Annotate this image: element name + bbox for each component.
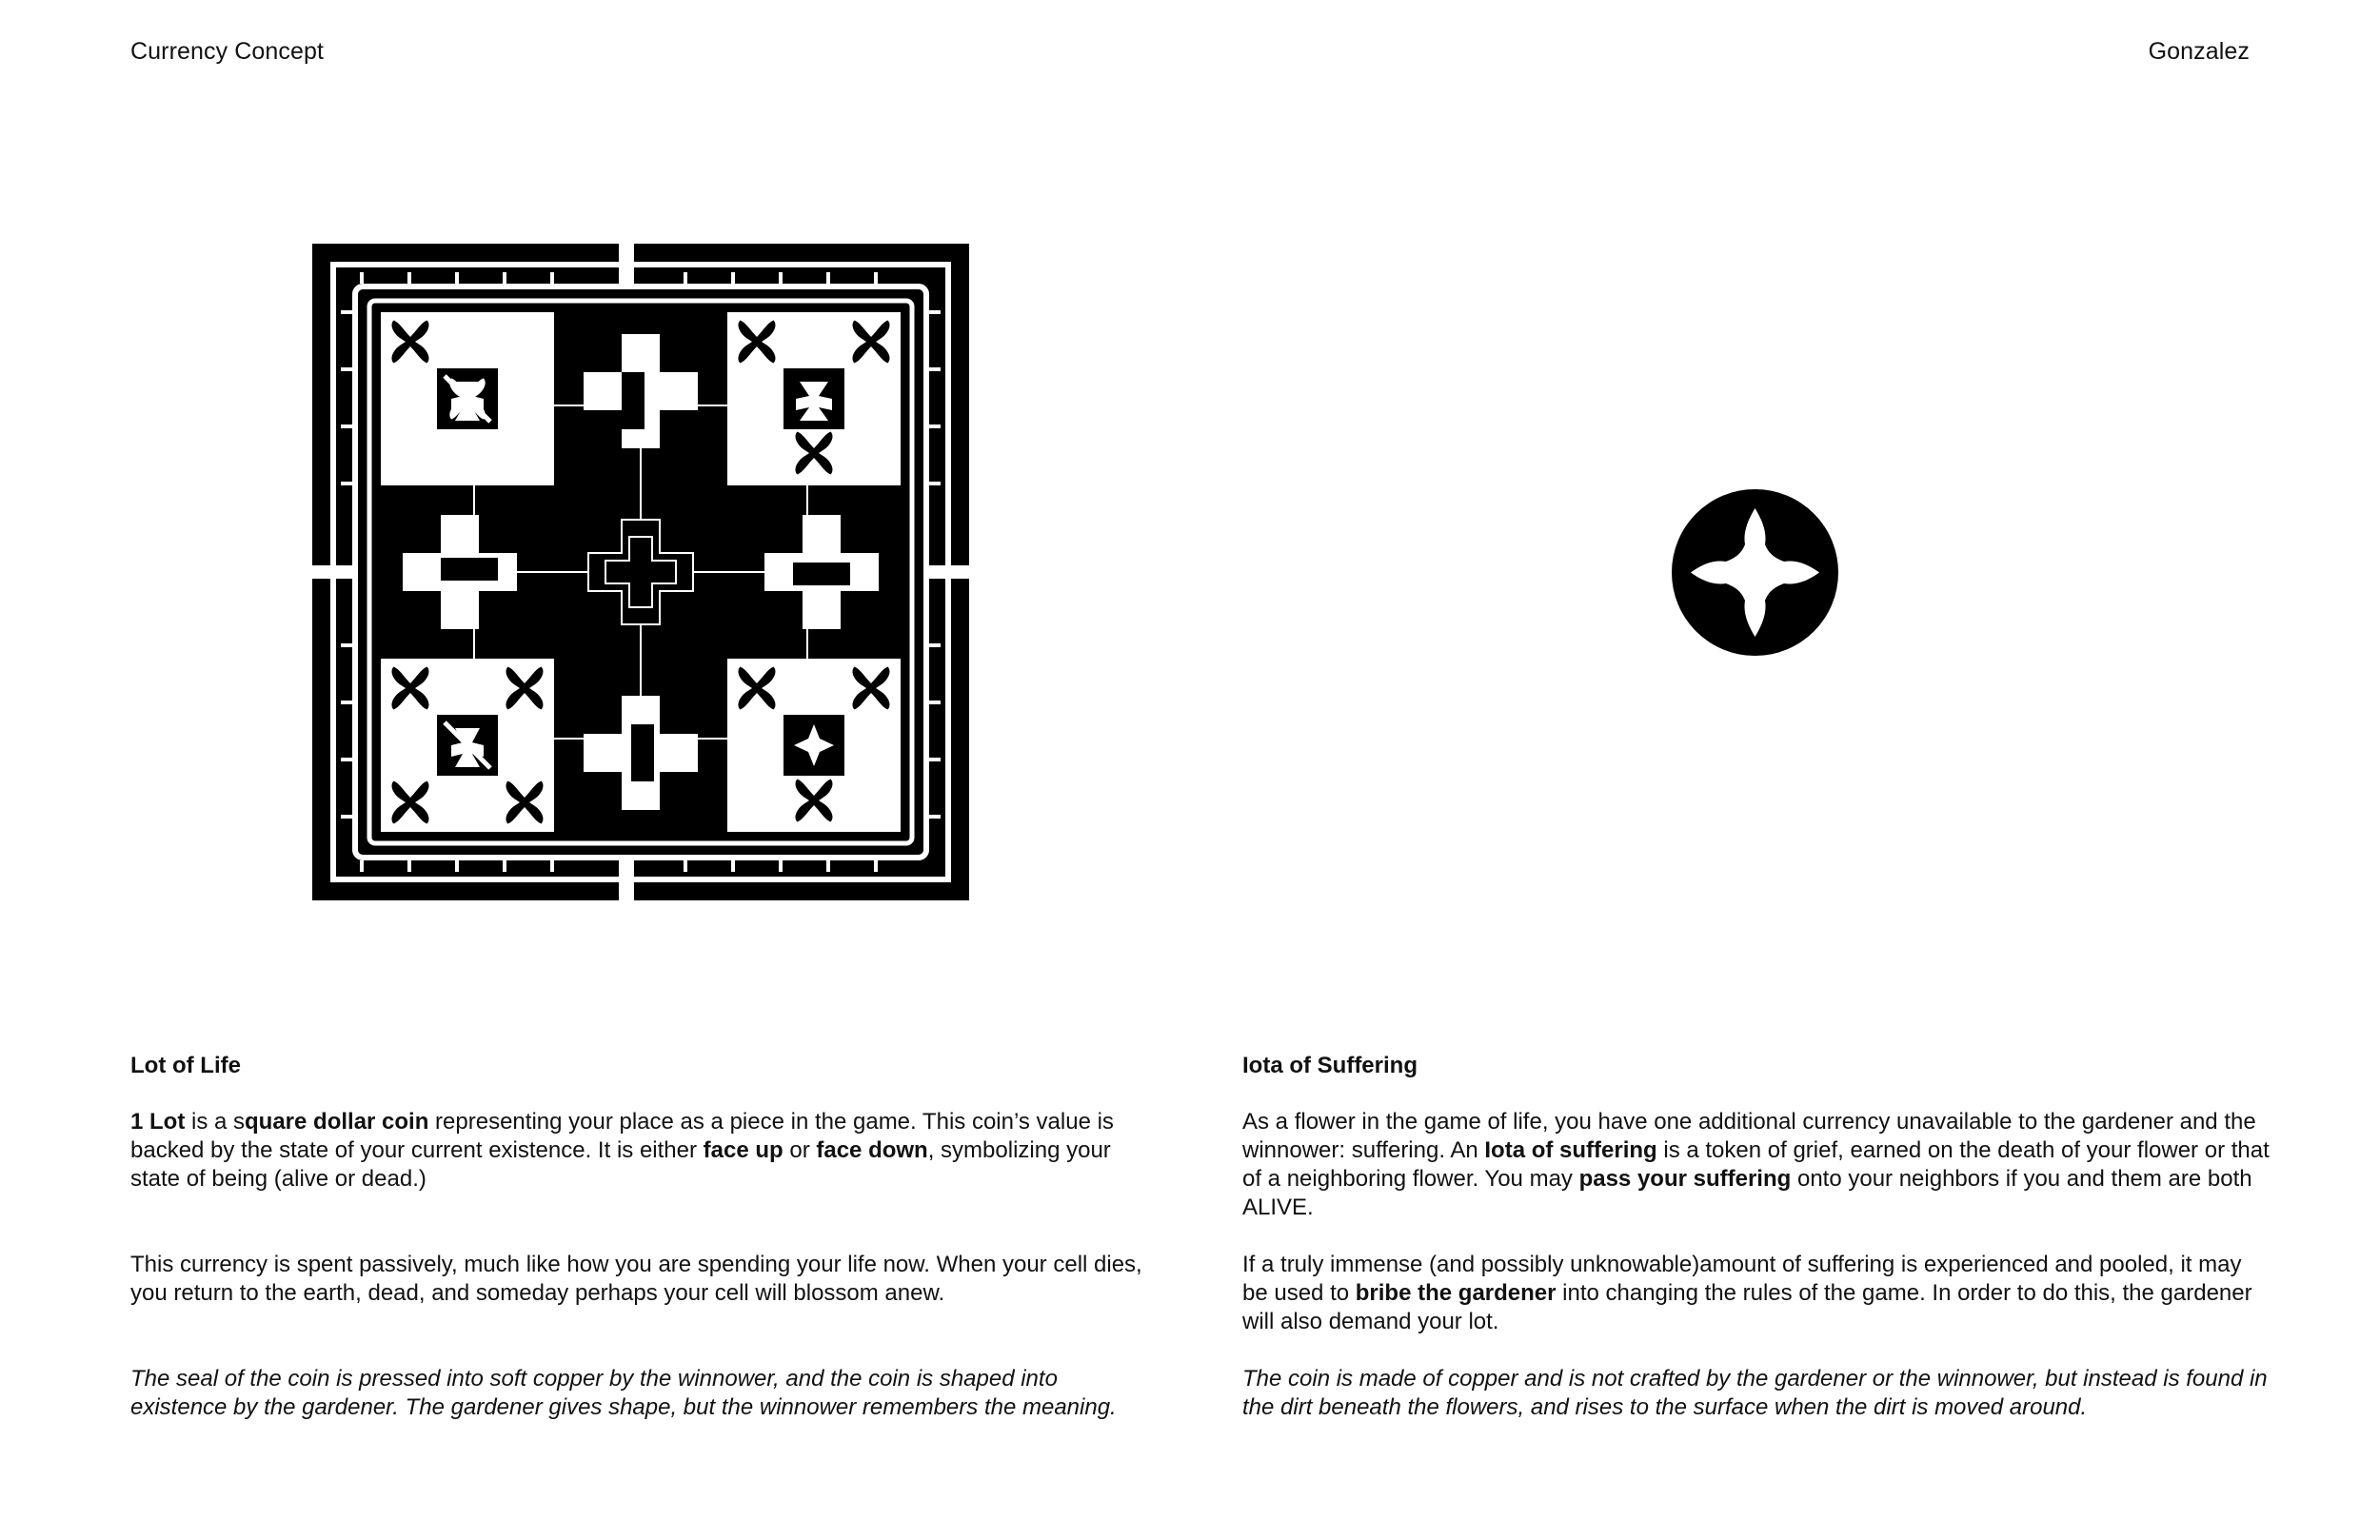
paragraph-3: The coin is made of copper and is not crafted by the gardener or the winnower, but instead is found in the dirt beneath the flowers, and rises to the surface when the dirt is moved around.	[1242, 1366, 2268, 1420]
iota-of-suffering-section	[1242, 1052, 2271, 1422]
paragraph-1: As a flower in the game of life, you have one additional currency unavailable to the gardener and the winnower: suffering. An Iota of suffering is a token of grief, earned on the death of your flower or that of a neighboring flower. You may pass your suffering onto your neighbors if you and them are both ALIVE.	[1242, 1109, 2270, 1220]
round-coin-illustration	[1672, 489, 1838, 656]
paragraph-3: The seal of the coin is pressed into soft copper by the winnower, and the coin is shaped into existence by the gardener. The gardener gives shape, but the winnower remembers the meaning.	[130, 1366, 1117, 1420]
paragraph-2: If a truly immense (and possibly unknowable)amount of suffering is experienced and pooled, it may be used to bribe the gardener into changing the rules of the game. In order to do this, the gardener will also demand your lot.	[1242, 1252, 2252, 1334]
section-title: Iota of Suffering	[1242, 1053, 1418, 1078]
section-title: Lot of Life	[130, 1053, 241, 1078]
header-title: Currency Concept	[130, 38, 325, 65]
header-author: Gonzalez	[2148, 38, 2250, 65]
square-coin-illustration	[312, 244, 969, 900]
lot-of-life-section	[130, 1052, 1159, 1422]
paragraph-1: 1 Lot is a square dollar coin representing your place as a piece in the game. This coin’s value is backed by the state of your current existence. It is either face up or face down, symbolizing your state of being (alive or dead.)	[130, 1109, 1114, 1192]
paragraph-2: This currency is spent passively, much like how you are spending your life now. When your cell dies, you return to the earth, dead, and someday perhaps your cell will blossom anew.	[130, 1252, 1142, 1306]
